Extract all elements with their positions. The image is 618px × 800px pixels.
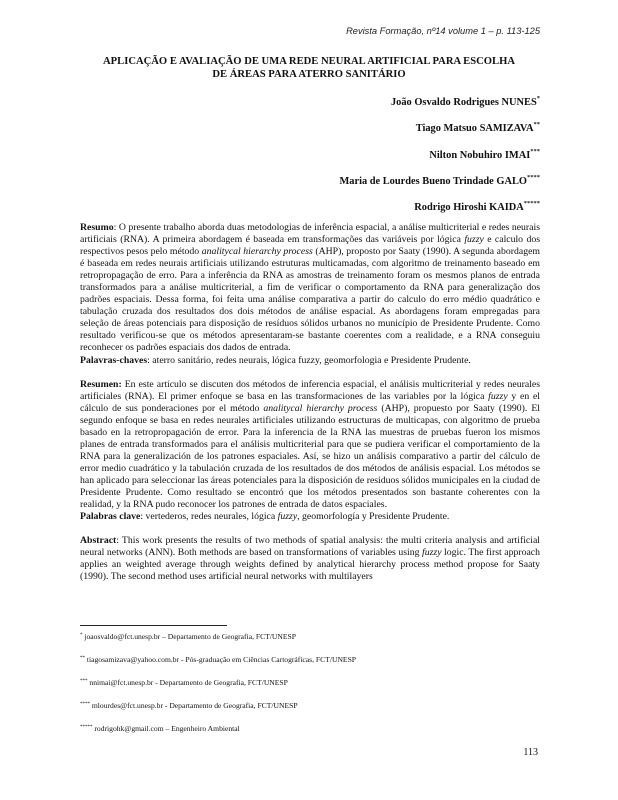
abstract-italic: fuzzy: [422, 547, 442, 559]
resumen-paragraph: [80, 379, 540, 512]
author-list: [180, 96, 540, 227]
author-3: [180, 149, 540, 175]
resumen-label: Resumen:: [80, 378, 122, 390]
page-number: 113: [523, 747, 538, 758]
abstract-label: Abstract: [80, 535, 117, 547]
keywords-label: Palabras clave: [80, 511, 141, 523]
keywords-text: : vertederos, redes neurales, lógica: [140, 511, 278, 523]
resumen-text: (AHP), propuesto por Saaty (1990). El segundo enfoque se basa en redes neurales artificiales utilizando estructuras de multicapas, con algoritmo de prueba basado en la retropropagación de error. Para la inferencia de la RNA las muestras de pruebas fueron los mismos planes de entrada transformados para el análisis multicriterial para que se pudiera verificar el comportamiento de la RNA para la generalización de los patrones espaciales. Así, se hizo un análisis comparativo a partir del cálculo de error medio cuadrático y la tabulación cruzada de los resultados de dos métodos de análisis espacial. Los métodos se han aplicado para seleccionar las áreas potenciales para la disposición de residuos sólidos municipales en la ciudad de Presidente Prudente. Como resultado se encontró que los métodos presentados son bastante coherentes con la realidad, y la RNA pudo reconocer los patrones de entrada de datos espaciales.: [80, 402, 540, 511]
footnote-4: [80, 701, 298, 711]
resumo-text: e calculo dos respectivos pesos pelo método: [80, 234, 540, 258]
footnote-divider: [80, 625, 227, 626]
footnote-3: [80, 678, 288, 688]
author-name: Maria de Lourdes Bueno Trindade GALO: [339, 175, 527, 187]
journal-header: Revista Formação, nº14 volume 1 – p. 113-125: [346, 26, 540, 36]
author-footnote-mark: ****: [527, 173, 540, 181]
footnote-2: [80, 655, 356, 665]
author-name: Tiago Matsuo SAMIZAVA: [415, 123, 534, 135]
author-4: [180, 175, 540, 201]
keywords-text: , geomorfología y Presidente Prudente.: [297, 511, 450, 523]
author-name: Rodrigo Hiroshi KAIDA: [414, 202, 524, 214]
footnote-mark: *****: [80, 725, 93, 730]
footnote-mark: ****: [80, 702, 90, 707]
keywords-text: : aterro sanitário, redes neurais, lógica fuzzy, geomorfologia e Presidente Prudente.: [147, 354, 471, 366]
keywords-label: Palavras-chaves: [80, 354, 148, 366]
author-footnote-mark: ***: [530, 147, 540, 155]
resumen-italic: fuzzy: [488, 390, 508, 402]
abstract-text: logic. The first approach applies an weighted average through weights defined by analytical hierarchy process method propose for Saaty (1990). The second method uses artificial neural networks with multilayers: [80, 547, 540, 583]
resumen-text: y en el cálculo de sus ponderaciones por el método: [80, 390, 540, 414]
resumo-text: (AHP), proposto por Saaty (1990). A segunda abordagem é baseada em redes neurais artificiais utilizando estruturas multicamadas, com algoritmo de treinamento baseado em retropropagação de erro. Para a inferência da RNA as amostras de treinamento foram os mesmos planos de entrada transformados para a análise multicriterial, a fim de verificar o comportamento da RNA para generalização dos padrões espaciais. Dessa forma, foi feita uma análise comparativa a partir do calculo do erro médio quadrático e tabulação cruzada dos resultados dos dois métodos de análise espacial. As abordagens foram empregadas para seleção de áreas potenciais para disposição de resíduos sólidos urbanos no município de Presidente Prudente. Como resultado verificou-se que os métodos apresentaram-se bastante coerentes com a realidade, e a RNA conseguiu reconhecer os padrões espaciais dos dados de entrada.: [80, 246, 540, 354]
palavras-chaves: [80, 355, 540, 367]
author-footnote-mark: *****: [523, 200, 540, 208]
title-line-1: APLICAÇÃO E AVALIAÇÃO DE UMA REDE NEURAL ARTIFICIAL PARA ESCOLHA: [103, 56, 515, 67]
footnote-text: mlourdes@fct.unesp.br - Departamento de Geografia, FCT/UNESP: [90, 701, 298, 710]
abstract-paragraph: [80, 535, 540, 583]
paper-title: [70, 55, 548, 81]
title-line-2: DE ÁREAS PARA ATERRO SANITÁRIO: [212, 69, 406, 80]
resumen-italic: analitycal hierarchy process: [263, 402, 378, 414]
resumo-paragraph: [80, 222, 540, 355]
author-2: [180, 122, 540, 148]
footnote-text: tiagosamizava@yahoo.com.br - Pós-graduação em Ciências Cartográficas, FCT/UNESP: [85, 655, 357, 664]
author-name: João Osvaldo Rodrigues NUNES: [390, 97, 537, 108]
resumen-text: En este artículo se discuten dos métodos de inferencia espacial, el análisis multicriterial y redes neurales artificiales (RNA). El primer enfoque se basa en las transformaciones de las variables por la lógica: [80, 378, 540, 402]
palabras-clave: [80, 511, 540, 523]
author-footnote-mark: **: [533, 121, 540, 129]
resumo-label: Resumo: [80, 222, 114, 233]
abstract-text: : This work presents the results of two methods of spatial analysis: the multi criteria analysis and artificial neural networks (ANN). Both methods are based on transformations of variables using: [80, 535, 540, 559]
footnote-text: rodrigohk@gmail.com – Engenheiro Ambiental: [92, 724, 240, 733]
footnote-5: [80, 724, 240, 734]
footnote-1: [80, 632, 296, 642]
author-1: [180, 96, 540, 122]
resumo-italic: fuzzy: [464, 234, 484, 246]
footnote-mark: **: [80, 656, 85, 661]
footnote-text: joaosvaldo@fct.unesp.br – Departamento de Geografia, FCT/UNESP: [82, 632, 296, 641]
footnote-text: nnimai@fct.unesp.br - Departamento de Geografia, FCT/UNESP: [87, 678, 288, 687]
resumo-italic: analitycal hierarchy process: [201, 246, 313, 258]
keywords-italic: fuzzy: [277, 511, 298, 523]
abstract-body: [80, 222, 540, 583]
author-footnote-mark: *: [536, 95, 540, 102]
footnote-mark: ***: [80, 679, 88, 684]
author-name: Nilton Nobuhiro IMAI: [429, 149, 531, 161]
resumo-text: : O presente trabalho aborda duas metodologias de inferência espacial, a análise multicriterial e redes neurais artificiais (RNA). A primeira abordagem é baseada em transformações das variáveis por lógica: [80, 222, 540, 246]
footnote-mark: *: [80, 633, 83, 638]
